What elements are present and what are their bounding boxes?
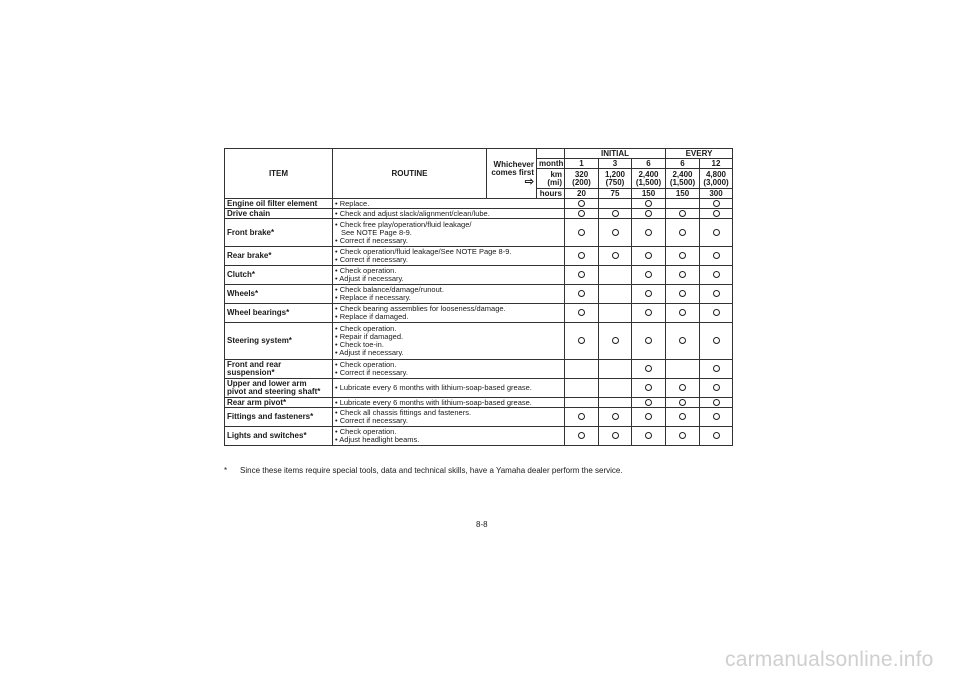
table-row bbox=[225, 360, 733, 379]
routine-line: • Check free play/operation/fluid leakage/ bbox=[335, 219, 472, 229]
interval-cell bbox=[632, 219, 666, 247]
period-label-blank bbox=[537, 149, 565, 159]
interval-cell bbox=[599, 360, 632, 379]
distance-value bbox=[599, 169, 632, 189]
routine-line: • Check toe-in. bbox=[335, 340, 384, 349]
routine-text bbox=[333, 379, 565, 398]
check-circle-icon bbox=[713, 290, 720, 297]
interval-cell bbox=[700, 266, 733, 285]
table-row bbox=[225, 398, 733, 408]
item-line: Rear brake* bbox=[227, 251, 272, 260]
check-circle-icon bbox=[578, 290, 585, 297]
check-circle-icon bbox=[713, 229, 720, 236]
routine-line: • Check operation/fluid leakage/See NOTE Page 8-9. bbox=[335, 247, 512, 256]
distance-value bbox=[700, 169, 733, 189]
interval-cell bbox=[565, 247, 599, 266]
check-circle-icon bbox=[679, 210, 686, 217]
interval-cell bbox=[599, 427, 632, 446]
routine-text bbox=[333, 209, 565, 219]
routine-text bbox=[333, 247, 565, 266]
routine-line: • Lubricate every 6 months with lithium-soap-based grease. bbox=[335, 397, 532, 407]
interval-cell bbox=[599, 199, 632, 209]
check-circle-icon bbox=[713, 365, 720, 372]
routine-line: • Check all chassis fittings and fasteners. bbox=[335, 408, 472, 417]
item-name bbox=[225, 408, 333, 427]
interval-cell bbox=[666, 219, 700, 247]
table-row bbox=[225, 199, 733, 209]
item-name bbox=[225, 285, 333, 304]
hours-value: 20 bbox=[565, 189, 599, 199]
interval-cell bbox=[632, 285, 666, 304]
month-value: 3 bbox=[599, 159, 632, 169]
interval-cell bbox=[632, 360, 666, 379]
check-circle-icon bbox=[645, 290, 652, 297]
check-circle-icon bbox=[645, 271, 652, 278]
routine-text bbox=[333, 219, 565, 247]
km-value: 2,400 bbox=[672, 169, 693, 179]
check-circle-icon bbox=[578, 252, 585, 259]
item-line: Wheel bearings* bbox=[227, 308, 290, 317]
routine-line: See NOTE Page 8-9. bbox=[341, 227, 412, 237]
routine-text bbox=[333, 360, 565, 379]
routine-line: • Correct if necessary. bbox=[335, 416, 408, 425]
check-circle-icon bbox=[578, 200, 585, 207]
item-name bbox=[225, 427, 333, 446]
interval-cell bbox=[700, 219, 733, 247]
interval-cell bbox=[599, 209, 632, 219]
interval-cell bbox=[565, 360, 599, 379]
check-circle-icon bbox=[612, 432, 619, 439]
check-circle-icon bbox=[645, 365, 652, 372]
routine-line: • Adjust if necessary. bbox=[335, 348, 404, 357]
interval-cell bbox=[632, 304, 666, 323]
maintenance-table bbox=[224, 148, 733, 446]
check-circle-icon bbox=[679, 432, 686, 439]
item-line: Rear arm pivot* bbox=[227, 397, 287, 407]
interval-cell bbox=[599, 408, 632, 427]
routine-header: ROUTINE bbox=[333, 149, 487, 199]
table-row bbox=[225, 219, 733, 247]
check-circle-icon bbox=[578, 271, 585, 278]
check-circle-icon bbox=[713, 252, 720, 259]
routine-line: • Check bearing assemblies for looseness/damage. bbox=[335, 304, 506, 313]
month-value: 12 bbox=[700, 159, 733, 169]
item-line: Drive chain bbox=[227, 208, 271, 218]
interval-cell bbox=[565, 323, 599, 360]
table-row bbox=[225, 266, 733, 285]
check-circle-icon bbox=[612, 229, 619, 236]
check-circle-icon bbox=[679, 399, 686, 406]
interval-cell bbox=[666, 427, 700, 446]
interval-cell bbox=[700, 247, 733, 266]
whichever-line1: Whichever bbox=[493, 159, 534, 169]
check-circle-icon bbox=[679, 309, 686, 316]
interval-cell bbox=[565, 285, 599, 304]
interval-cell bbox=[700, 209, 733, 219]
interval-cell bbox=[632, 199, 666, 209]
mi-value: (3,000) bbox=[703, 177, 729, 187]
check-circle-icon bbox=[578, 413, 585, 420]
interval-cell bbox=[700, 427, 733, 446]
routine-line: • Replace if damaged. bbox=[335, 312, 409, 321]
check-circle-icon bbox=[679, 229, 686, 236]
check-circle-icon bbox=[679, 290, 686, 297]
routine-line: • Check operation. bbox=[335, 266, 397, 275]
interval-cell bbox=[565, 427, 599, 446]
interval-cell bbox=[666, 209, 700, 219]
km-value: 320 bbox=[574, 169, 589, 179]
routine-line: • Check and adjust slack/alignment/clean/lube. bbox=[335, 208, 490, 218]
mi-value: (750) bbox=[605, 177, 625, 187]
check-circle-icon bbox=[645, 432, 652, 439]
interval-cell bbox=[666, 323, 700, 360]
footnote-text: Since these items require special tools, data and technical skills, have a Yamaha dealer perform the service. bbox=[240, 466, 623, 475]
interval-cell bbox=[666, 199, 700, 209]
item-line: Wheels* bbox=[227, 289, 259, 298]
page-number: 8-8 bbox=[476, 520, 488, 529]
distance-value bbox=[632, 169, 666, 189]
interval-cell bbox=[632, 398, 666, 408]
interval-cell bbox=[700, 304, 733, 323]
routine-text bbox=[333, 285, 565, 304]
check-circle-icon bbox=[713, 337, 720, 344]
km-value: 4,800 bbox=[705, 169, 727, 179]
check-circle-icon bbox=[645, 252, 652, 259]
interval-cell bbox=[599, 247, 632, 266]
interval-cell bbox=[700, 398, 733, 408]
initial-header: INITIAL bbox=[565, 149, 666, 159]
interval-cell bbox=[632, 379, 666, 398]
item-name bbox=[225, 209, 333, 219]
footnote bbox=[224, 466, 623, 475]
interval-cell bbox=[565, 209, 599, 219]
mi-value: (200) bbox=[572, 177, 591, 187]
distance-value bbox=[565, 169, 599, 189]
routine-line: • Check operation. bbox=[335, 427, 397, 436]
month-value: 6 bbox=[632, 159, 666, 169]
item-line: Engine oil filter element bbox=[227, 198, 318, 208]
watermark: carmanualsonline.info bbox=[725, 648, 934, 671]
routine-line: • Adjust headlight beams. bbox=[335, 435, 420, 444]
check-circle-icon bbox=[645, 200, 652, 207]
check-circle-icon bbox=[578, 337, 585, 344]
interval-cell bbox=[666, 408, 700, 427]
interval-cell bbox=[632, 209, 666, 219]
check-circle-icon bbox=[713, 432, 720, 439]
check-circle-icon bbox=[645, 413, 652, 420]
item-line: pivot and steering shaft* bbox=[227, 387, 321, 396]
item-name bbox=[225, 219, 333, 247]
check-circle-icon bbox=[612, 337, 619, 344]
distance-value bbox=[666, 169, 700, 189]
routine-line: • Adjust if necessary. bbox=[335, 274, 404, 283]
routine-text bbox=[333, 398, 565, 408]
routine-text bbox=[333, 266, 565, 285]
routine-line: • Replace. bbox=[335, 198, 370, 208]
check-circle-icon bbox=[578, 229, 585, 236]
interval-cell bbox=[565, 266, 599, 285]
routine-text bbox=[333, 427, 565, 446]
interval-cell bbox=[599, 266, 632, 285]
whichever-line2: comes first bbox=[491, 167, 534, 177]
check-circle-icon bbox=[578, 309, 585, 316]
month-label: month bbox=[537, 159, 565, 169]
item-name bbox=[225, 266, 333, 285]
month-value: 6 bbox=[666, 159, 700, 169]
km-label-line2: (mi) bbox=[547, 177, 562, 187]
routine-line: • Lubricate every 6 months with lithium-soap-based grease. bbox=[335, 383, 532, 392]
routine-text bbox=[333, 304, 565, 323]
check-circle-icon bbox=[645, 337, 652, 344]
interval-cell bbox=[666, 379, 700, 398]
table-row bbox=[225, 427, 733, 446]
check-circle-icon bbox=[612, 252, 619, 259]
check-circle-icon bbox=[612, 413, 619, 420]
interval-cell bbox=[599, 398, 632, 408]
item-line: Front brake* bbox=[227, 227, 275, 237]
interval-cell bbox=[632, 247, 666, 266]
km-value: 1,200 bbox=[604, 169, 626, 179]
footnote-star: * bbox=[224, 466, 228, 475]
item-line: Fittings and fasteners* bbox=[227, 412, 314, 421]
item-line: Lights and switches* bbox=[227, 431, 307, 440]
item-header: ITEM bbox=[225, 149, 333, 199]
check-circle-icon bbox=[578, 432, 585, 439]
interval-cell bbox=[700, 199, 733, 209]
interval-cell bbox=[599, 323, 632, 360]
hours-value: 300 bbox=[700, 189, 733, 199]
interval-cell bbox=[599, 304, 632, 323]
routine-text bbox=[333, 199, 565, 209]
right-arrow-icon: ⇨ bbox=[524, 175, 534, 188]
interval-cell bbox=[666, 398, 700, 408]
interval-cell bbox=[666, 285, 700, 304]
hours-value: 75 bbox=[599, 189, 632, 199]
interval-cell bbox=[565, 408, 599, 427]
item-line: Front and rear bbox=[227, 360, 282, 369]
routine-text bbox=[333, 323, 565, 360]
interval-cell bbox=[565, 199, 599, 209]
check-circle-icon bbox=[578, 210, 585, 217]
check-circle-icon bbox=[679, 413, 686, 420]
check-circle-icon bbox=[713, 399, 720, 406]
routine-line: • Check operation. bbox=[335, 360, 397, 369]
mi-value: (1,500) bbox=[635, 177, 662, 187]
table-row bbox=[225, 304, 733, 323]
item-name bbox=[225, 379, 333, 398]
check-circle-icon bbox=[713, 271, 720, 278]
item-name bbox=[225, 199, 333, 209]
km-label-line1: km bbox=[550, 169, 562, 179]
interval-cell bbox=[565, 398, 599, 408]
table-row bbox=[225, 285, 733, 304]
routine-line: • Replace if necessary. bbox=[335, 293, 411, 302]
interval-cell bbox=[632, 323, 666, 360]
item-line: Upper and lower arm bbox=[227, 379, 307, 388]
check-circle-icon bbox=[645, 210, 652, 217]
item-line: suspension* bbox=[227, 368, 275, 377]
routine-line: • Repair if damaged. bbox=[335, 332, 404, 341]
item-line: Clutch* bbox=[227, 270, 255, 279]
interval-cell bbox=[666, 266, 700, 285]
every-header: EVERY bbox=[666, 149, 733, 159]
item-name bbox=[225, 360, 333, 379]
check-circle-icon bbox=[645, 229, 652, 236]
check-circle-icon bbox=[679, 271, 686, 278]
km-label bbox=[537, 169, 565, 189]
interval-cell bbox=[599, 379, 632, 398]
check-circle-icon bbox=[713, 200, 720, 207]
routine-line: • Check balance/damage/runout. bbox=[335, 285, 444, 294]
check-circle-icon bbox=[612, 210, 619, 217]
item-name bbox=[225, 247, 333, 266]
routine-line: • Correct if necessary. bbox=[335, 235, 408, 245]
interval-cell bbox=[599, 219, 632, 247]
check-circle-icon bbox=[713, 384, 720, 391]
interval-cell bbox=[565, 304, 599, 323]
routine-line: • Correct if necessary. bbox=[335, 255, 408, 264]
table-row bbox=[225, 379, 733, 398]
whichever-comes-first bbox=[487, 149, 537, 199]
interval-cell bbox=[565, 219, 599, 247]
interval-cell bbox=[700, 285, 733, 304]
interval-cell bbox=[666, 304, 700, 323]
interval-cell bbox=[666, 247, 700, 266]
interval-cell bbox=[632, 408, 666, 427]
check-circle-icon bbox=[645, 309, 652, 316]
month-value: 1 bbox=[565, 159, 599, 169]
interval-cell bbox=[700, 379, 733, 398]
check-circle-icon bbox=[713, 309, 720, 316]
interval-cell bbox=[700, 360, 733, 379]
item-name bbox=[225, 398, 333, 408]
check-circle-icon bbox=[679, 337, 686, 344]
interval-cell bbox=[700, 323, 733, 360]
interval-cell bbox=[666, 360, 700, 379]
check-circle-icon bbox=[645, 399, 652, 406]
mi-value: (1,500) bbox=[669, 177, 696, 187]
table-row bbox=[225, 247, 733, 266]
hours-value: 150 bbox=[632, 189, 666, 199]
check-circle-icon bbox=[645, 384, 652, 391]
check-circle-icon bbox=[713, 210, 720, 217]
interval-cell bbox=[632, 427, 666, 446]
hours-value: 150 bbox=[666, 189, 700, 199]
item-name bbox=[225, 304, 333, 323]
interval-cell bbox=[700, 408, 733, 427]
hours-label: hours bbox=[537, 189, 565, 199]
item-line: Steering system* bbox=[227, 336, 292, 345]
table-row bbox=[225, 209, 733, 219]
routine-text bbox=[333, 408, 565, 427]
check-circle-icon bbox=[679, 252, 686, 259]
item-name bbox=[225, 323, 333, 360]
table-row bbox=[225, 408, 733, 427]
km-value: 2,400 bbox=[638, 169, 659, 179]
routine-line: • Correct if necessary. bbox=[335, 368, 408, 377]
interval-cell bbox=[632, 266, 666, 285]
routine-line: • Check operation. bbox=[335, 324, 397, 333]
check-circle-icon bbox=[713, 413, 720, 420]
interval-cell bbox=[565, 379, 599, 398]
check-circle-icon bbox=[679, 384, 686, 391]
interval-cell bbox=[599, 285, 632, 304]
table-row bbox=[225, 323, 733, 360]
